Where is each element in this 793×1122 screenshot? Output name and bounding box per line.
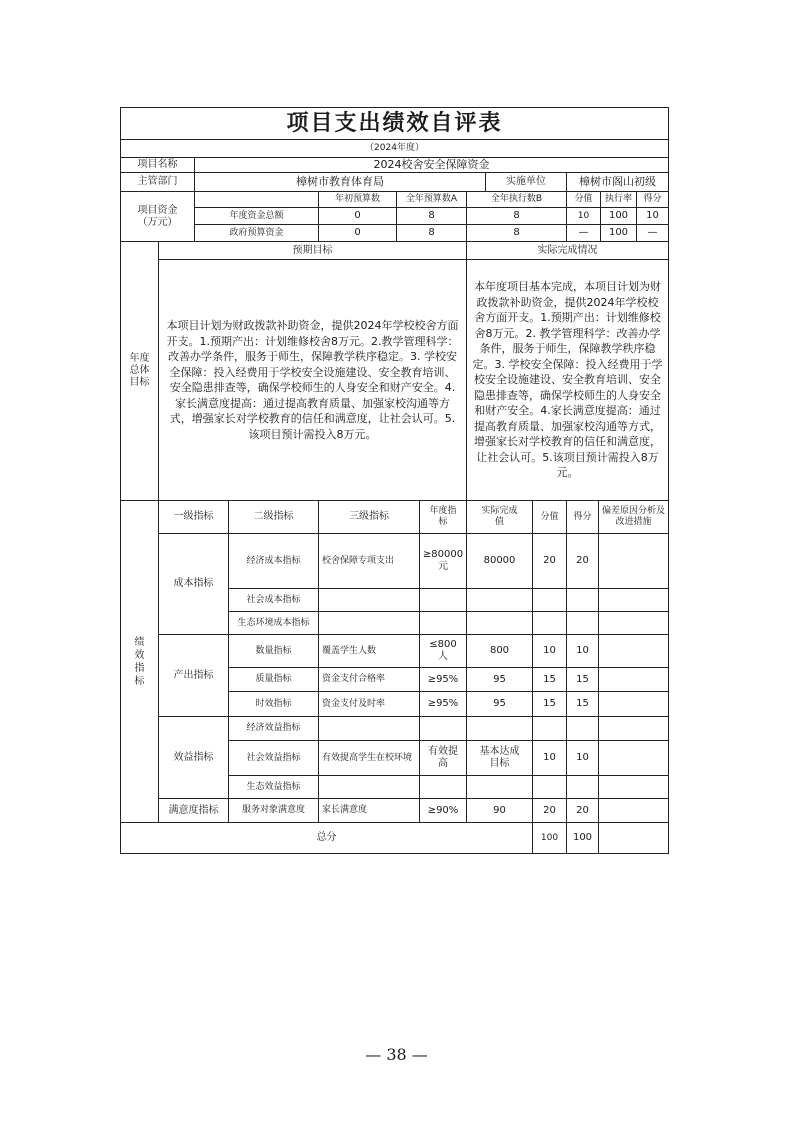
indicator-row-2-score [533,589,566,611]
indicator-row-6-got: 15 [576,698,589,709]
funds-row-gov-score: — [578,227,589,238]
ind-header-actual: 实际完成值 [481,506,518,527]
indicator-row-10-l3: 家长满意度 [322,805,368,816]
ind-header-score: 分值 [540,511,559,522]
level1-satisfaction: 满意度指标 [168,804,219,816]
indicator-row-8-got: 10 [576,752,589,763]
expected-goals-header: 预期目标 [292,244,333,256]
indicator-row-1-l2: 经济成本指标 [246,555,301,566]
funds-header-got: 得分 [643,194,662,205]
funds-header-annual-a: 全年预算数A [405,194,458,205]
funds-header-score: 分值 [574,194,593,205]
indicator-row-1-l3: 校舍保障专项支出 [322,555,395,566]
funds-row-gov-initial: 0 [354,227,361,238]
fiscal-year: （2024年度） [365,143,424,154]
expected-goals-text: 本项目计划为财政拨款补助资金，提供2024年学校校舍方面开支。1.预期产出：计划维修校舍8万元。2.教学管理科学：改善办学条件，服务于师生，保障教学秩序稳定。3. 学校安全保障：投入经费用于学校安全设施建设、安全教育培训、安全隐患排查等，确保学校师生的人身安全和财产安全。4.家长满意度提高：通过提高教育质量、加强家校沟通等方式，增强家长对学校教育的信任和满意度，让社会认可。5.该项目预计需投入8万元。 [166,319,459,441]
indicator-row-10-score: 20 [543,804,556,816]
impl-unit-label: 实施单位 [506,176,546,187]
page-number: — 38 — [365,1045,428,1064]
performance-indicators-label: 绩效指标 [134,636,145,687]
level1-output: 产出指标 [173,669,214,681]
indicator-row-2-l2: 社会成本指标 [246,594,301,605]
indicator-row-10-l2: 服务对象满意度 [241,805,305,816]
funds-row-gov-got: — [647,227,658,238]
indicator-row-2-actual [467,589,532,611]
project-name-value: 2024校舍安全保障资金 [373,158,490,172]
funds-row-total-got: 10 [646,210,659,221]
indicator-row-10-actual: 90 [493,804,506,816]
dept-value: 樟树市教育体育局 [296,175,384,189]
indicator-row-6-score: 15 [543,698,556,709]
indicator-row-4-l3: 覆盖学生人数 [322,645,377,656]
project-name-label: 项目名称 [137,159,178,170]
indicator-row-6-l2: 时效指标 [255,698,292,709]
funds-row-total-executed: 8 [513,210,520,221]
indicator-row-7-got [567,717,598,740]
funds-header-rate: 执行率 [604,194,632,205]
ind-header-deviation: 偏差原因分析及改进措施 [601,506,665,527]
funds-row-total-name: 年度资金总额 [229,210,284,221]
funds-row-total-score: 10 [577,210,590,221]
indicator-row-1-target: ≥80000元 [422,549,464,572]
indicator-row-5-l2: 质量指标 [255,674,292,685]
indicator-row-4-got: 10 [576,645,589,656]
funds-row-gov-annual: 8 [428,227,435,238]
indicator-row-5-target: ≥95% [427,673,459,685]
funds-row-total-initial: 0 [354,210,361,221]
indicator-row-7-score [533,717,566,740]
impl-unit-value: 樟树市阁山初级 [579,175,656,189]
indicator-row-3-actual [467,612,532,634]
indicator-row-4-l2: 数量指标 [255,645,292,656]
actual-completion-header: 实际完成情况 [537,244,598,256]
annual-goals-label: 年度总体目标 [129,353,150,388]
indicator-row-4-actual: 800 [489,645,510,656]
funds-header-initial: 年初预算数 [334,194,380,205]
indicator-row-2-got [567,589,598,611]
indicator-row-5-score: 15 [543,673,556,685]
indicator-row-9-score [533,776,566,798]
ind-header-got: 得分 [573,511,592,522]
indicator-row-8-score: 10 [543,752,556,763]
indicator-row-4-score: 10 [543,645,556,656]
ind-header-level2: 二级指标 [253,511,294,522]
indicator-row-3-l3 [319,612,419,634]
indicator-row-4-target: ≤800人 [429,639,457,662]
total-got: 100 [572,832,593,843]
funds-row-gov-executed: 8 [513,227,520,238]
level1-benefit: 效益指标 [173,751,214,763]
indicator-row-2-l3 [319,589,419,611]
indicator-row-2-target [420,589,466,611]
total-score: 100 [540,832,559,843]
indicator-row-10-target: ≥90% [427,804,459,816]
indicator-row-5-actual: 95 [493,673,506,685]
ind-header-level3: 三级指标 [349,511,389,522]
ind-header-level1: 一级指标 [173,511,214,522]
funds-row-total-rate: 100 [608,210,629,221]
indicator-row-8-l2: 社会效益指标 [246,752,301,763]
indicator-row-7-l2: 经济效益指标 [246,723,301,734]
indicator-row-6-actual: 95 [493,698,506,709]
funds-label: 项目资金（万元） [137,204,178,228]
funds-header-executed-b: 全年执行数B [490,194,543,205]
indicator-row-6-target: ≥95% [427,698,459,709]
indicator-row-8-l3: 有效提高学生在校环境 [322,752,413,763]
indicator-row-3-score [533,612,566,634]
indicator-row-5-l3: 资金支付合格率 [322,674,386,685]
indicator-row-1-got: 20 [576,555,589,566]
indicator-row-3-got [567,612,598,634]
sheet-title: 项目支出绩效自评表 [286,110,503,137]
funds-row-gov-rate: 100 [608,227,629,238]
indicator-row-6-l3: 资金支付及时率 [322,698,386,709]
level1-cost: 成本指标 [173,578,214,589]
indicator-row-3-target [420,612,466,634]
ind-header-target: 年度指标 [429,506,457,527]
indicator-row-9-l3 [319,776,419,798]
funds-row-total-annual: 8 [428,210,435,221]
indicator-row-9-target [420,776,466,798]
indicator-row-1-score: 20 [543,555,556,566]
indicator-row-9-got [567,776,598,798]
indicator-row-7-actual [467,717,532,740]
indicator-row-8-target: 有效提高 [428,746,458,769]
indicator-row-3-l2: 生态环境成本指标 [237,617,310,628]
indicator-row-1-actual: 80000 [483,555,516,566]
indicator-row-9-actual [467,776,532,798]
indicator-row-10-got: 20 [576,804,589,816]
indicator-row-9-l2: 生态效益指标 [246,781,301,792]
dept-label: 主管部门 [137,176,178,187]
indicator-row-5-got: 15 [576,673,589,685]
total-label: 总分 [316,832,337,843]
indicator-row-8-actual: 基本达成目标 [479,746,520,769]
actual-completion-text: 本年度项目基本完成，本项目计划为财政拨款补助资金，提供2024年学校校舍方面开支。1.预期产出：计划维修校舍8万元。2. 教学管理科学：改善办学条件，服务于师生，保障教学秩序稳定。3. 学校安全保障：投入经费用于学校安全设施建设、安全教育培训、安全隐患排查等，确保学校师生的人身安全和财产安全。4.家长满意度提高：通过提高教育质量、加强家校沟通等方式，增强家长对学校教育的信任和满意度，让社会认可。5.该项目预计需投入8万元。 [472,280,663,480]
funds-row-gov-name: 政府预算资金 [229,227,284,238]
indicator-row-7-target [420,717,466,740]
indicator-row-7-l3 [319,717,419,740]
